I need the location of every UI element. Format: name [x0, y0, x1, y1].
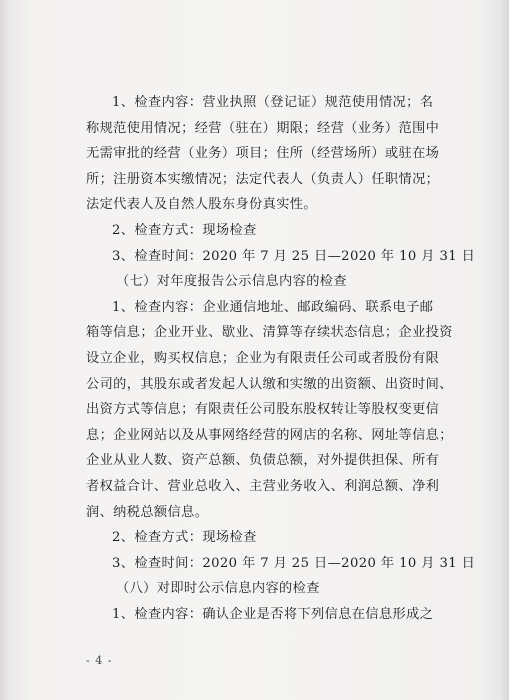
text-line: 法定代表人及自然人股东身份真实性。 — [86, 197, 317, 213]
text-line: 3、检查时间：2020 年 7 月 25 日—2020 年 10 月 31 日 — [112, 555, 476, 571]
text-line: 出资方式等信息；有限责任公司股东股权转让等股权变更信 — [86, 402, 440, 418]
text-line: 设立企业，购买权信息；企业为有限责任公司或者股份有限 — [86, 350, 440, 366]
text-line: 所；注册资本实缴情况；法定代表人（负责人）任职情况； — [86, 171, 440, 187]
text-line: 2、检查方式：现场检查 — [112, 222, 257, 238]
scan-edge-right — [501, 0, 509, 700]
text-line: 息；企业网站以及从事网络经营的网店的名称、网址等信息； — [86, 427, 453, 443]
section-heading: （七）对年度报告公示信息内容的检查 — [116, 274, 347, 290]
text-line: 1、检查内容：确认企业是否将下列信息在信息形成之 — [112, 606, 434, 622]
text-line: 公司的，其股东或者发起人认缴和实缴的出资额、出资时间、 — [86, 376, 453, 392]
text-line: 箱等信息；企业开业、歇业、清算等存续状态信息；企业投资 — [86, 325, 453, 341]
text-line: 无需审批的经营（业务）项目；住所（经营场所）或驻在场 — [86, 146, 440, 162]
text-line: 3、检查时间：2020 年 7 月 25 日—2020 年 10 月 31 日 — [112, 248, 476, 264]
section-heading: （八）对即时公示信息内容的检查 — [116, 581, 320, 597]
text-line: 润、纳税总额信息。 — [86, 504, 209, 520]
scan-edge-left — [0, 0, 8, 700]
text-line: 1、检查内容：企业通信地址、邮政编码、联系电子邮 — [112, 299, 434, 315]
text-line: 2、检查方式：现场检查 — [112, 530, 257, 546]
text-line: 企业从业人数、资产总额、负债总额，对外提供担保、所有 — [86, 453, 440, 469]
text-line: 称规范使用情况；经营（驻在）期限；经营（业务）范围中 — [86, 120, 440, 136]
text-line: 者权益合计、营业总收入、主营业务收入、利润总额、净利 — [86, 478, 440, 494]
body-text — [86, 90, 476, 627]
text-line: 1、检查内容：营业执照（登记证）规范使用情况；名 — [112, 95, 434, 110]
page-number: - 4 - — [86, 654, 113, 667]
